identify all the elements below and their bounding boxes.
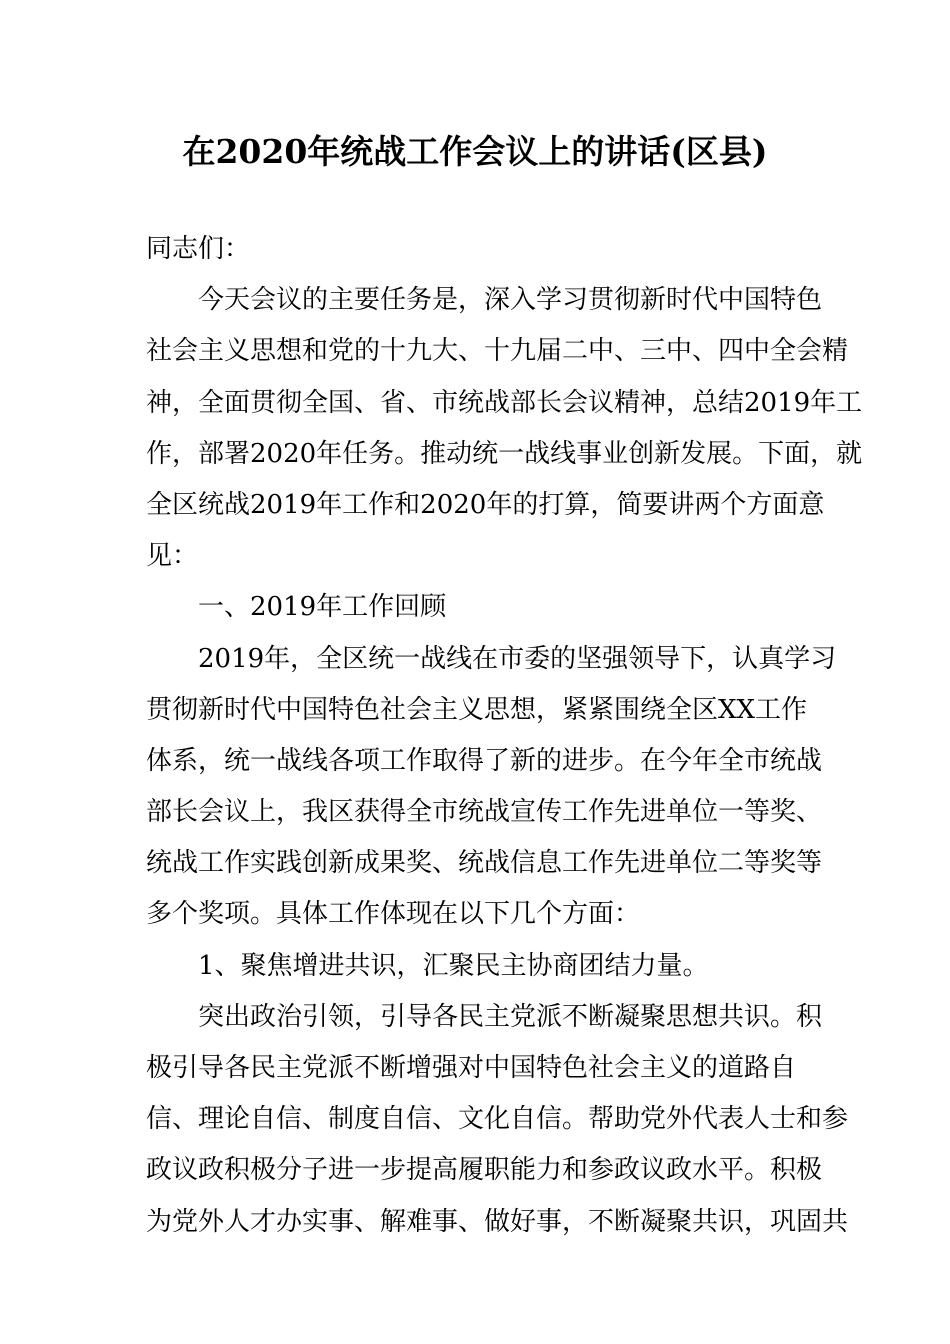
text-line: 极引导各民主党派不断增强对中国特色社会主义的道路自 [146, 1053, 797, 1083]
text-line: 部长会议上，我区获得全市统战宣传工作先进单位一等奖、 [146, 797, 823, 828]
text-line: 为党外人才办实事、解难事、做好事，不断凝聚共识，巩固共 [146, 1206, 849, 1237]
document-body [146, 224, 863, 1248]
document-title: 在2020年统战工作会议上的讲话(区县) [182, 132, 768, 171]
text-line: 信、理论自信、制度自信、文化自信。帮助党外代表人士和参 [146, 1104, 849, 1135]
text-line: 体系，统一战线各项工作取得了新的进步。在今年全市统战 [146, 745, 823, 776]
text-line: 政议政积极分子进一步提高履职能力和参政议政水平。积极 [146, 1155, 823, 1186]
text-line: 贯彻新时代中国特色社会主义思想，紧紧围绕全区XX工作 [146, 694, 808, 725]
text-line: 见： [146, 541, 199, 572]
text-line: 多个奖项。具体工作体现在以下几个方面： [146, 899, 641, 930]
text-line: 今天会议的主要任务是，深入学习贯彻新时代中国特色 [198, 285, 823, 316]
text-line: 社会主义思想和党的十九大、十九届二中、三中、四中全会精 [146, 336, 849, 367]
text-line: 同志们： [146, 234, 251, 264]
text-line: 一、2019年工作回顾 [198, 592, 447, 623]
text-line: 突出政治引领，引导各民主党派不断凝聚思想共识。积 [198, 1001, 823, 1032]
text-line: 神，全面贯彻全国、省、市统战部长会议精神，总结2019年工 [146, 387, 863, 418]
text-line: 1、聚焦增进共识，汇聚民主协商团结力量。 [198, 950, 709, 981]
text-line: 统战工作实践创新成果奖、统战信息工作先进单位二等奖等 [146, 848, 823, 879]
text-line: 作，部署2020年任务。推动统一战线事业创新发展。下面，就 [146, 438, 863, 469]
text-line: 2019年，全区统一战线在市委的坚强领导下，认真学习 [198, 643, 837, 674]
text-line: 全区统战2019年工作和2020年的打算，简要讲两个方面意 [146, 489, 825, 520]
